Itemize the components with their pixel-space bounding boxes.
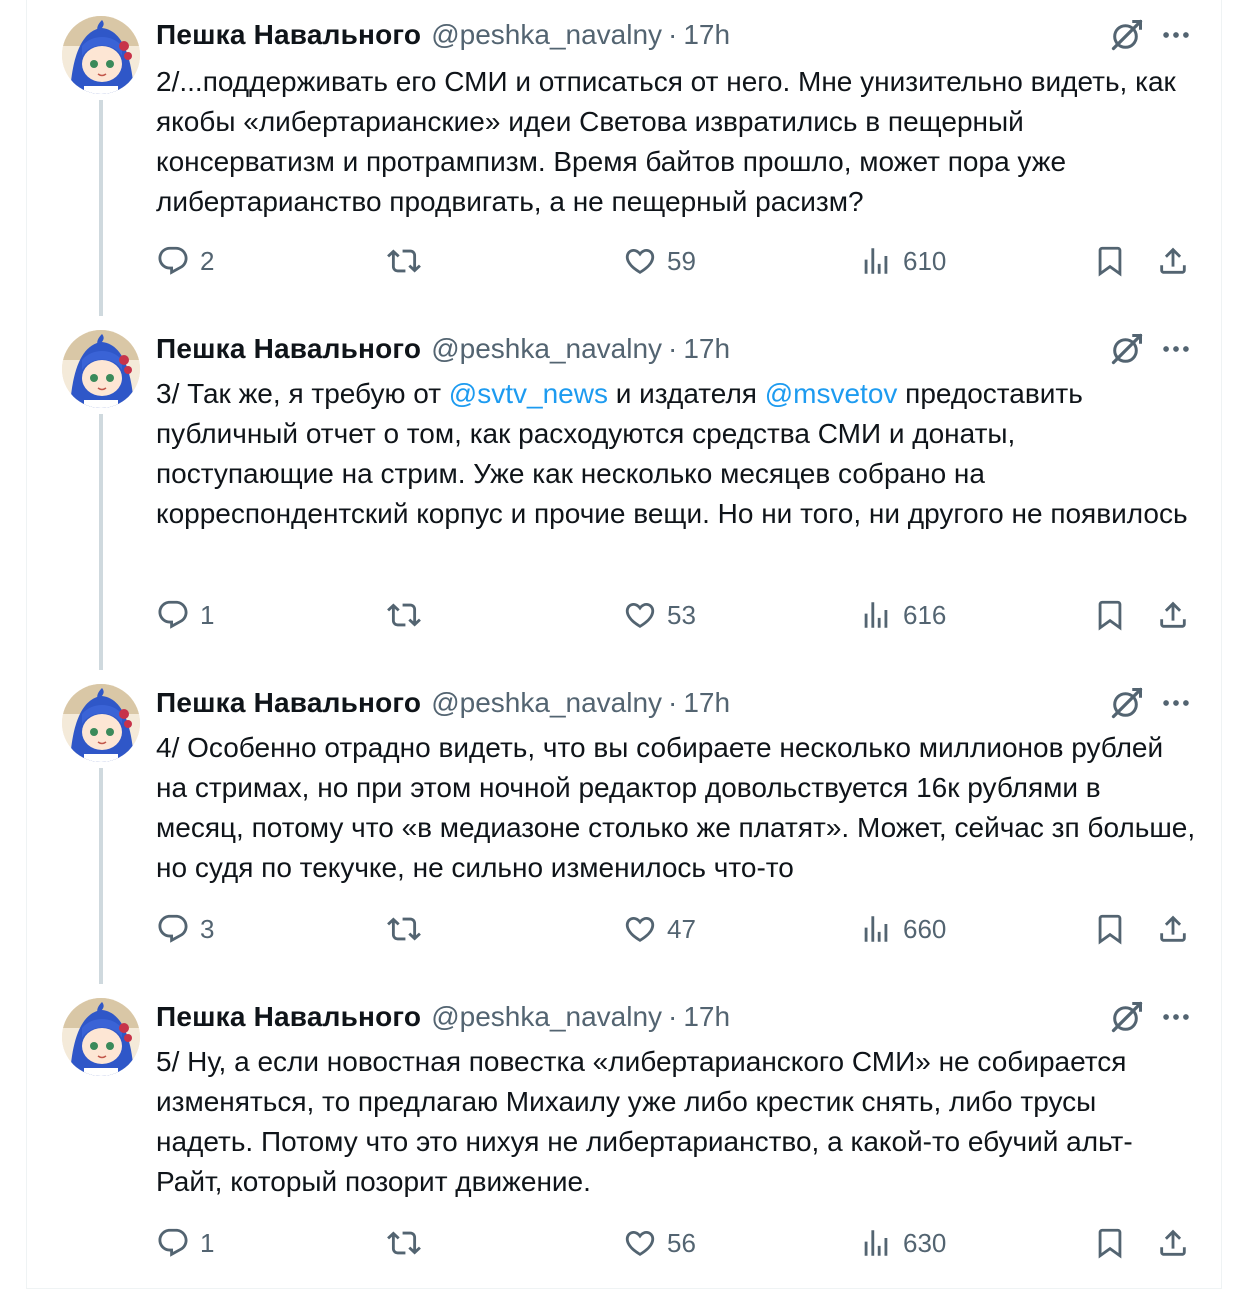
- grok-icon[interactable]: [1109, 999, 1145, 1035]
- repost-button[interactable]: [387, 1226, 421, 1260]
- share-icon: [1156, 1226, 1190, 1260]
- reply-button[interactable]: [156, 1226, 214, 1260]
- thread-connector-line: [99, 768, 103, 984]
- tweet-2[interactable]: [27, 0, 1223, 316]
- tweet-text-segment: 2/...поддерживать его СМИ и отписаться от него. Мне унизительно видеть, как якобы «либертарианские» идеи Светова извратились в пещерный консерватизм и протрампизм. Время байтов прошло, может пора уже либертарианство продвигать, а не пещерный расизм?: [156, 66, 1176, 217]
- separator-dot: ·: [668, 687, 678, 718]
- tweet-text: [156, 728, 1196, 888]
- more-options-icon[interactable]: [1159, 18, 1193, 52]
- thread-connector-line: [99, 100, 103, 316]
- share-icon: [1156, 244, 1190, 278]
- share-icon: [1156, 598, 1190, 632]
- tweet-text: [156, 374, 1196, 534]
- reply-button[interactable]: [156, 244, 214, 278]
- header-actions: [1109, 999, 1193, 1035]
- tweet-header: [156, 332, 1193, 366]
- repost-button[interactable]: [387, 912, 421, 946]
- view-count: 610: [903, 245, 947, 276]
- tweet-text: [156, 62, 1196, 222]
- like-count: 59: [667, 245, 696, 276]
- reply-button[interactable]: [156, 912, 214, 946]
- bookmark-button[interactable]: [1093, 1226, 1127, 1260]
- header-actions: [1109, 17, 1193, 53]
- views-icon: [859, 598, 893, 632]
- more-options-icon[interactable]: [1159, 332, 1193, 366]
- reply-icon: [156, 1226, 190, 1260]
- display-name[interactable]: Пешка Навального: [156, 19, 422, 50]
- avatar[interactable]: [62, 330, 140, 408]
- tweet-actions: [156, 598, 1223, 638]
- reply-count: 1: [200, 599, 215, 630]
- tweet-header: [156, 686, 1193, 720]
- grok-icon[interactable]: [1109, 331, 1145, 367]
- reply-icon: [156, 244, 190, 278]
- display-name[interactable]: Пешка Навального: [156, 333, 422, 364]
- like-count: 47: [667, 913, 696, 944]
- bookmark-icon: [1093, 912, 1127, 946]
- reply-icon: [156, 598, 190, 632]
- user-handle[interactable]: @peshka_navalny: [431, 333, 663, 364]
- tweet-5[interactable]: [27, 984, 1223, 1289]
- header-actions: [1109, 685, 1193, 721]
- views-button[interactable]: [859, 244, 946, 278]
- tweet-text-segment: 4/ Особенно отрадно видеть, что вы собираете несколько миллионов рублей на стримах, но при этом ночной редактор довольствуется 16к рублями в месяц, потому что «в медиазоне столько же платят». Может, сейчас зп больше, но судя по текучке, не сильно изменилось что-то: [156, 732, 1196, 883]
- reply-count: 1: [200, 1227, 215, 1258]
- tweet-text-segment: и издателя: [607, 378, 765, 409]
- reply-count: 3: [200, 913, 215, 944]
- like-count: 53: [667, 599, 696, 630]
- like-button[interactable]: [623, 244, 696, 278]
- reply-button[interactable]: [156, 598, 214, 632]
- repost-icon: [387, 598, 421, 632]
- tweet-3[interactable]: [27, 316, 1223, 670]
- separator-dot: ·: [668, 19, 678, 50]
- repost-icon: [387, 1226, 421, 1260]
- heart-icon: [623, 244, 657, 278]
- header-actions: [1109, 331, 1193, 367]
- display-name[interactable]: Пешка Навального: [156, 1001, 422, 1032]
- bookmark-icon: [1093, 244, 1127, 278]
- repost-icon: [387, 244, 421, 278]
- timestamp[interactable]: 17h: [683, 1001, 731, 1032]
- tweet-4[interactable]: [27, 670, 1223, 984]
- tweet-header: [156, 1000, 1193, 1034]
- separator-dot: ·: [668, 333, 678, 364]
- mention-link-svtv-news[interactable]: @svtv_news: [448, 378, 608, 409]
- bookmark-button[interactable]: [1093, 244, 1127, 278]
- like-button[interactable]: [623, 912, 696, 946]
- views-button[interactable]: [859, 912, 946, 946]
- timestamp[interactable]: 17h: [683, 333, 731, 364]
- more-options-icon[interactable]: [1159, 686, 1193, 720]
- views-icon: [859, 1226, 893, 1260]
- tweet-text-segment: 5/ Ну, а если новостная повестка «либертарианского СМИ» не собирается изменяться, то предлагаю Михаилу уже либо крестик снять, либо трусы надеть. Потому что это нихуя не либертарианство, а какой-то ебучий альт-Райт, который позорит движение.: [156, 1046, 1133, 1197]
- heart-icon: [623, 912, 657, 946]
- more-options-icon[interactable]: [1159, 1000, 1193, 1034]
- heart-icon: [623, 1226, 657, 1260]
- reply-icon: [156, 912, 190, 946]
- bookmark-button[interactable]: [1093, 912, 1127, 946]
- repost-icon: [387, 912, 421, 946]
- bookmark-button[interactable]: [1093, 598, 1127, 632]
- tweet-text: [156, 1042, 1196, 1202]
- mention-link-msvetov[interactable]: @msvetov: [764, 378, 898, 409]
- repost-button[interactable]: [387, 244, 421, 278]
- avatar[interactable]: [62, 16, 140, 94]
- grok-icon[interactable]: [1109, 17, 1145, 53]
- user-handle[interactable]: @peshka_navalny: [431, 19, 663, 50]
- display-name[interactable]: Пешка Навального: [156, 687, 422, 718]
- share-icon: [1156, 912, 1190, 946]
- view-count: 660: [903, 913, 947, 944]
- share-button[interactable]: [1156, 244, 1190, 278]
- tweet-actions: [156, 244, 1223, 284]
- share-button[interactable]: [1156, 1226, 1190, 1260]
- share-button[interactable]: [1156, 598, 1190, 632]
- timestamp[interactable]: 17h: [683, 19, 731, 50]
- like-button[interactable]: [623, 1226, 696, 1260]
- repost-button[interactable]: [387, 598, 421, 632]
- avatar[interactable]: [62, 684, 140, 762]
- avatar[interactable]: [62, 998, 140, 1076]
- user-handle[interactable]: @peshka_navalny: [431, 687, 663, 718]
- thread-connector-line: [99, 414, 103, 670]
- views-button[interactable]: [859, 598, 946, 632]
- bookmark-icon: [1093, 598, 1127, 632]
- tweet-actions: [156, 1226, 1223, 1266]
- timestamp[interactable]: 17h: [683, 687, 731, 718]
- views-icon: [859, 244, 893, 278]
- like-count: 56: [667, 1227, 696, 1258]
- bookmark-icon: [1093, 1226, 1127, 1260]
- share-button[interactable]: [1156, 912, 1190, 946]
- tweet-text-segment: предоставить публичный отчет о том, как расходуются средства СМИ и донаты, поступающие на стрим. Уже как несколько месяцев собрано на корреспондентский корпус и прочие вещи. Но ни того, ни другого не появилось: [156, 378, 1188, 529]
- view-count: 616: [903, 599, 947, 630]
- reply-count: 2: [200, 245, 215, 276]
- heart-icon: [623, 598, 657, 632]
- thread-timeline: [26, 0, 1222, 1289]
- like-button[interactable]: [623, 598, 696, 632]
- tweet-header: [156, 18, 1193, 52]
- tweet-actions: [156, 912, 1223, 952]
- views-button[interactable]: [859, 1226, 946, 1260]
- separator-dot: ·: [668, 1001, 678, 1032]
- view-count: 630: [903, 1227, 947, 1258]
- views-icon: [859, 912, 893, 946]
- grok-icon[interactable]: [1109, 685, 1145, 721]
- tweet-text-segment: 3/ Так же, я требую от: [156, 378, 449, 409]
- user-handle[interactable]: @peshka_navalny: [431, 1001, 663, 1032]
